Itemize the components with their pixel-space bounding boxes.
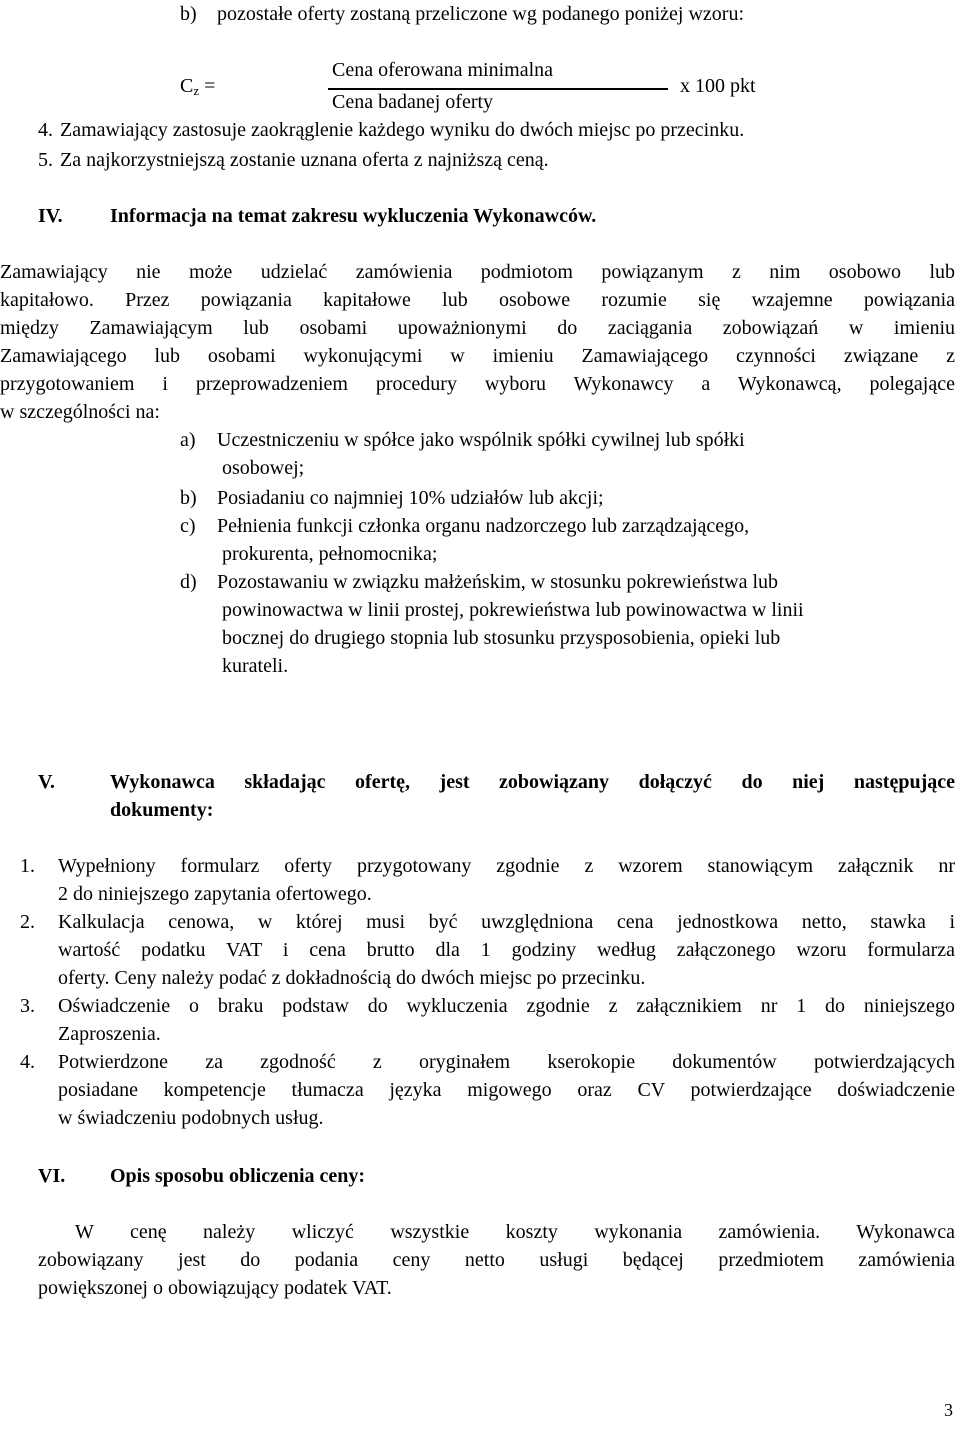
formula-numerator: Cena oferowana minimalna (332, 59, 554, 81)
list-item-text: kurateli. (222, 655, 289, 677)
list-item-text: pozostałe oferty zostaną przeliczone wg podanego poniżej wzoru: (217, 3, 745, 25)
list-number: 4. (38, 119, 53, 141)
section-title: Informacja na temat zakresu wykluczenia Wykonawców. (110, 205, 597, 227)
formula-equals: = (204, 75, 216, 97)
list-item-text: Pozostawaniu w związku małżeńskim, w stosunku pokrewieństwa lub (217, 571, 779, 593)
list-item-text: w świadczeniu podobnych usług. (58, 1107, 324, 1129)
list-marker: a) (180, 429, 196, 451)
list-item-text: Wypełniony formularz oferty przygotowany zgodnie z wzorem stanowiącym załącznik nr (58, 855, 955, 877)
list-item-text: Potwierdzone za zgodność z oryginałem kserokopie dokumentów potwierdzających (58, 1051, 955, 1073)
list-item-text: 2 do niniejszego zapytania ofertowego. (58, 883, 372, 905)
list-number: 4. (20, 1051, 35, 1073)
paragraph-line: zobowiązany jest do podania ceny netto usługi będącej przedmiotem zamówienia (38, 1249, 955, 1271)
section-title: Opis sposobu obliczenia ceny: (110, 1165, 366, 1187)
list-item-text: Pełnienia funkcji członka organu nadzorczego lub zarządzającego, (217, 515, 750, 537)
list-marker: d) (180, 571, 197, 593)
paragraph-line: kapitałowo. Przez powiązania kapitałowe lub osobowe rozumie się wzajemne powiązania (0, 289, 955, 311)
section-title-line: dokumenty: (110, 799, 214, 821)
list-item-text: Oświadczenie o braku podstaw do wykluczenia zgodnie z załącznikiem nr 1 do niniejszego (58, 995, 955, 1017)
list-item-text: prokurenta, pełnomocnika; (222, 543, 438, 565)
list-marker: c) (180, 515, 196, 537)
list-item-text: Zaproszenia. (58, 1023, 161, 1045)
list-item-text: posiadane kompetencje tłumacza języka migowego oraz CV potwierdzające doświadczenie (58, 1079, 955, 1101)
list-item-text: bocznej do drugiego stopnia lub stosunku przysposobienia, opieki lub (222, 627, 781, 649)
paragraph-line: Zamawiający nie może udzielać zamówienia podmiotom powiązanym z nim osobowo lub (0, 261, 955, 283)
section-number: V. (38, 771, 55, 793)
list-item-text: powinowactwa w linii prostej, pokrewieństwa lub powinowactwa w linii (222, 599, 804, 621)
formula-lhs-main: C (180, 75, 194, 97)
list-item-text: Uczestniczeniu w spółce jako wspólnik spółki cywilnej lub spółki (217, 429, 745, 451)
list-number: 1. (20, 855, 35, 877)
list-item-text: Kalkulacja cenowa, w której musi być uwzględniona cena jednostkowa netto, stawka i (58, 911, 955, 933)
list-item-text: Za najkorzystniejszą zostanie uznana oferta z najniższą ceną. (60, 149, 549, 171)
list-item-text: Zamawiający zastosuje zaokrąglenie każdego wyniku do dwóch miejsc po przecinku. (60, 119, 745, 141)
list-marker: b) (180, 487, 197, 509)
list-number: 3. (20, 995, 35, 1017)
paragraph-line: powiększonej o obowiązujący podatek VAT. (38, 1277, 392, 1299)
list-number: 2. (20, 911, 35, 933)
list-item-text: Posiadaniu co najmniej 10% udziałów lub akcji; (217, 487, 604, 509)
paragraph-line: w szczególności na: (0, 401, 160, 423)
paragraph-line: przygotowaniem i przeprowadzeniem procedury wyboru Wykonawcy a Wykonawcą, polegające (0, 373, 955, 395)
paragraph-line: W cenę należy wliczyć wszystkie koszty wykonania zamówienia. Wykonawca (75, 1221, 955, 1243)
formula-lhs-sub: z (193, 83, 200, 98)
list-marker: b) (180, 3, 197, 25)
page-number: 3 (944, 1400, 953, 1420)
list-item-text: osobowej; (222, 457, 305, 479)
list-number: 5. (38, 149, 53, 171)
section-number: VI. (38, 1165, 66, 1187)
formula-lhs (180, 72, 215, 100)
section-title-line: Wykonawca składając ofertę, jest zobowiązany dołączyć do niej następujące (110, 771, 955, 793)
formula-denominator: Cena badanej oferty (332, 91, 494, 113)
list-item-text: wartość podatku VAT i cena brutto dla 1 godziny według załączonego wzoru formularza (58, 939, 955, 961)
section-number: IV. (38, 205, 63, 227)
paragraph-line: między Zamawiającym lub osobami upoważnionymi do zaciągania zobowiązań w imieniu (0, 317, 955, 339)
list-item-text: oferty. Ceny należy podać z dokładnością do dwóch miejsc po przecinku. (58, 967, 646, 989)
formula-multiplier: x 100 pkt (680, 75, 756, 97)
paragraph-line: Zamawiającego lub osobami wykonującymi w imieniu Zamawiającego czynności związane z (0, 345, 955, 367)
